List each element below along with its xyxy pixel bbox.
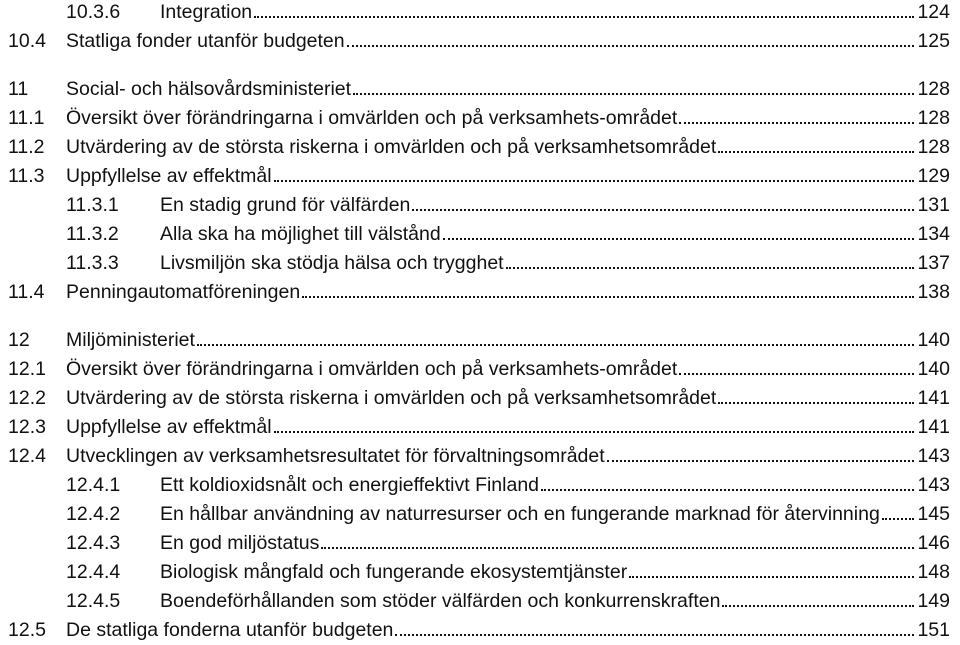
page-number: 124 <box>917 1 950 23</box>
dot-leader <box>679 373 914 375</box>
toc-entry-body <box>66 326 950 355</box>
dot-leader <box>718 402 914 404</box>
section-number: 12.4.1 <box>66 474 121 496</box>
page-number: 143 <box>917 445 950 467</box>
toc-entry-body <box>160 0 950 27</box>
dot-leader <box>353 93 914 95</box>
section-title: Ett koldioxidsnålt och energieffektivt Finland <box>160 474 540 496</box>
toc-entry-body <box>160 249 950 278</box>
toc-entry <box>0 587 960 616</box>
page-number: 128 <box>917 136 950 158</box>
section-title: En stadig grund för välfärden <box>160 194 411 216</box>
toc-entry <box>0 558 960 587</box>
toc-entry-body <box>66 162 950 191</box>
dot-leader <box>347 45 915 47</box>
section-number: 11.3.1 <box>66 194 119 216</box>
section-title: Utvecklingen av verksamhetsresultatet för förvaltningsområdet <box>66 445 605 467</box>
section-title: Livsmiljön ska stödja hälsa och trygghet <box>160 252 504 274</box>
toc-entry <box>0 162 960 191</box>
section-number: 10.3.6 <box>66 1 121 23</box>
section-title: Utvärdering av de största riskerna i omvärlden och på verksamhetsområdet <box>66 387 717 409</box>
toc-entry-body <box>66 278 950 307</box>
section-title: Boendeförhållanden som stöder välfärden och konkurrenskraften <box>160 590 721 612</box>
page-number: 129 <box>917 165 950 187</box>
page-number: 148 <box>917 561 950 583</box>
section-number: 12 <box>8 329 30 351</box>
section-number: 10.4 <box>8 30 46 52</box>
page-number: 141 <box>917 387 950 409</box>
section-title: En hållbar användning av naturresurser och en fungerande marknad för återvinning <box>160 503 880 525</box>
toc-entry <box>0 191 960 220</box>
section-title: Uppfyllelse av effektmål <box>66 416 272 438</box>
dot-leader <box>274 180 915 182</box>
section-number: 12.4.2 <box>66 503 121 525</box>
dot-leader <box>718 151 914 153</box>
section-title: Uppfyllelse av effektmål <box>66 165 272 187</box>
page-number: 128 <box>917 78 950 100</box>
dot-leader <box>321 547 914 549</box>
page-number: 137 <box>917 252 950 274</box>
section-title: Alla ska ha möjlighet till välstånd <box>160 223 441 245</box>
dot-leader <box>722 605 914 607</box>
section-title: Biologisk mångfald och fungerande ekosystemtjänster <box>160 561 628 583</box>
section-number: 11 <box>8 78 29 100</box>
page-number: 140 <box>917 329 950 351</box>
page-number: 128 <box>917 107 950 129</box>
toc-entry-body <box>66 384 950 413</box>
dot-leader <box>254 16 914 18</box>
dot-leader <box>395 634 914 636</box>
toc-entry-body <box>160 587 950 616</box>
section-title: Miljöministeriet <box>66 329 195 351</box>
toc-entry-body <box>66 616 950 645</box>
toc-entry-body <box>160 220 950 249</box>
dot-leader <box>412 209 914 211</box>
section-number: 12.1 <box>8 358 46 380</box>
dot-leader <box>679 122 914 124</box>
section-title: Översikt över förändringarna i omvärlden och på verksamhets-området <box>66 107 678 129</box>
toc-entry-body <box>160 471 950 500</box>
page-number: 125 <box>917 30 950 52</box>
dot-leader <box>302 296 914 298</box>
section-number: 12.3 <box>8 416 46 438</box>
page-number: 134 <box>917 223 950 245</box>
toc-entry <box>0 471 960 500</box>
toc-entry <box>0 529 960 558</box>
section-number: 12.4 <box>8 445 46 467</box>
toc-entry <box>0 278 960 307</box>
toc-entry-body <box>160 558 950 587</box>
section-number: 12.5 <box>8 619 46 641</box>
section-title: Utvärdering av de största riskerna i omvärlden och på verksamhetsområdet <box>66 136 717 158</box>
page-number: 143 <box>917 474 950 496</box>
toc-entry-body <box>160 529 950 558</box>
section-number: 12.4.3 <box>66 532 121 554</box>
section-number: 11.3.3 <box>66 252 119 274</box>
section-title: Integration <box>160 1 253 23</box>
section-number: 11.2 <box>8 136 45 158</box>
toc-entry-body <box>66 442 950 471</box>
page-number: 145 <box>917 503 950 525</box>
dot-leader <box>506 267 915 269</box>
toc-entry-body <box>66 355 950 384</box>
page-number: 146 <box>917 532 950 554</box>
page-number: 149 <box>917 590 950 612</box>
section-title: De statliga fonderna utanför budgeten <box>66 619 394 641</box>
dot-leader <box>629 576 914 578</box>
dot-leader <box>882 518 915 520</box>
dot-leader <box>443 238 915 240</box>
toc-entry-body <box>160 191 950 220</box>
toc-entry <box>0 616 960 645</box>
toc-entry-body <box>66 104 950 133</box>
toc-entry-body <box>66 413 950 442</box>
toc-entry-body <box>160 500 950 529</box>
section-number: 11.3.2 <box>66 223 119 245</box>
section-number: 12.4.4 <box>66 561 121 583</box>
dot-leader <box>274 431 915 433</box>
toc-entry <box>0 413 960 442</box>
page-number: 141 <box>917 416 950 438</box>
toc-entry-body <box>66 133 950 162</box>
section-title: En god miljöstatus <box>160 532 320 554</box>
section-title: Penningautomatföreningen <box>66 281 301 303</box>
page-number: 131 <box>917 194 950 216</box>
toc-entry <box>0 0 960 27</box>
section-number: 11.3 <box>8 165 45 187</box>
page-number: 140 <box>917 358 950 380</box>
section-number: 12.2 <box>8 387 46 409</box>
section-number: 11.1 <box>8 107 45 129</box>
section-number: 12.4.5 <box>66 590 121 612</box>
toc-entry <box>0 249 960 278</box>
section-title: Social- och hälsovårdsministeriet <box>66 78 352 100</box>
toc-entry-body <box>66 27 950 56</box>
toc-entry <box>0 220 960 249</box>
page-number: 138 <box>917 281 950 303</box>
toc-entry <box>0 104 960 133</box>
toc-entry <box>0 27 960 56</box>
toc-entry <box>0 384 960 413</box>
toc-entry <box>0 326 960 355</box>
section-title: Översikt över förändringarna i omvärlden och på verksamhets-området <box>66 358 678 380</box>
toc-entry <box>0 500 960 529</box>
toc-entry <box>0 355 960 384</box>
section-title: Statliga fonder utanför budgeten <box>66 30 345 52</box>
toc-entry <box>0 133 960 162</box>
toc-entry <box>0 442 960 471</box>
dot-leader <box>197 344 915 346</box>
page-number: 151 <box>917 619 950 641</box>
toc-entry <box>0 75 960 104</box>
dot-leader <box>607 460 915 462</box>
dot-leader <box>541 489 914 491</box>
section-number: 11.4 <box>8 281 45 303</box>
toc-entry-body <box>66 75 950 104</box>
